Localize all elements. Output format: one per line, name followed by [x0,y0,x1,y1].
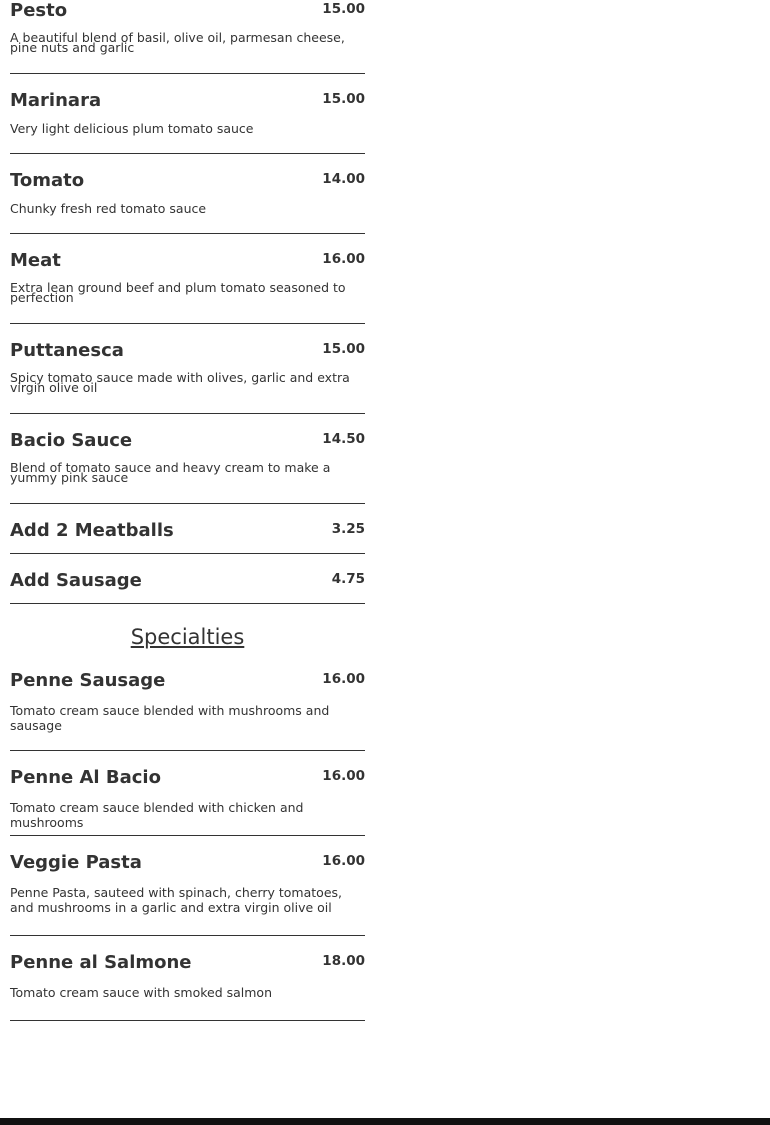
menu-item [10,751,365,836]
menu-item [10,154,365,234]
item-name: Tomato [10,170,85,191]
item-price: 4.75 [331,571,365,587]
menu-item [10,234,365,324]
item-name: Add 2 Meatballs [10,520,174,541]
item-name: Marinara [10,90,102,111]
menu-item [10,936,365,1021]
item-description: Chunky fresh red tomato sauce [10,201,207,216]
item-price: 3.25 [331,521,365,537]
menu-item [10,74,365,154]
menu-item [10,324,365,414]
item-name: Penne Al Bacio [10,767,161,788]
item-name: Penne Sausage [10,670,166,691]
item-price: 14.50 [322,431,365,447]
item-name: Add Sausage [10,570,142,591]
item-price: 16.00 [322,251,365,267]
item-name: Puttanesca [10,340,124,361]
item-price: 16.00 [322,768,365,784]
item-description: Very light delicious plum tomato sauce [10,121,254,136]
item-description: Tomato cream sauce blended with chicken and mushrooms [10,800,304,830]
item-description: Tomato cream sauce with smoked salmon [10,985,272,1000]
item-description: Tomato cream sauce blended with mushrooms and sausage [10,703,330,733]
item-name: Veggie Pasta [10,852,142,873]
menu-item [10,0,365,74]
item-price: 14.00 [322,171,365,187]
item-price: 15.00 [322,341,365,357]
item-name: Meat [10,250,61,271]
item-description: Extra lean ground beef and plum tomato seasoned to perfection [10,280,346,305]
addon-item [10,504,365,554]
section-title: Specialties [130,625,245,649]
specialties-heading [10,604,365,666]
item-price: 16.00 [322,853,365,869]
item-description: Blend of tomato sauce and heavy cream to make a yummy pink sauce [10,460,331,485]
item-price: 18.00 [322,953,365,969]
item-name: Pesto [10,0,68,21]
item-price: 15.00 [322,1,365,17]
item-price: 16.00 [322,671,365,687]
addon-item [10,554,365,604]
item-name: Bacio Sauce [10,430,133,451]
item-description: Spicy tomato sauce made with olives, garlic and extra virgin olive oil [10,370,350,395]
menu-item [10,666,365,751]
menu-item [10,836,365,936]
menu-column [10,0,365,1021]
menu-item [10,414,365,504]
item-name: Penne al Salmone [10,952,192,973]
item-description: A beautiful blend of basil, olive oil, parmesan cheese, pine nuts and garlic [10,30,345,55]
item-price: 15.00 [322,91,365,107]
item-description: Penne Pasta, sauteed with spinach, cherry tomatoes, and mushrooms in a garlic and extra virgin olive oil [10,885,342,915]
footer-bar [0,1118,770,1125]
